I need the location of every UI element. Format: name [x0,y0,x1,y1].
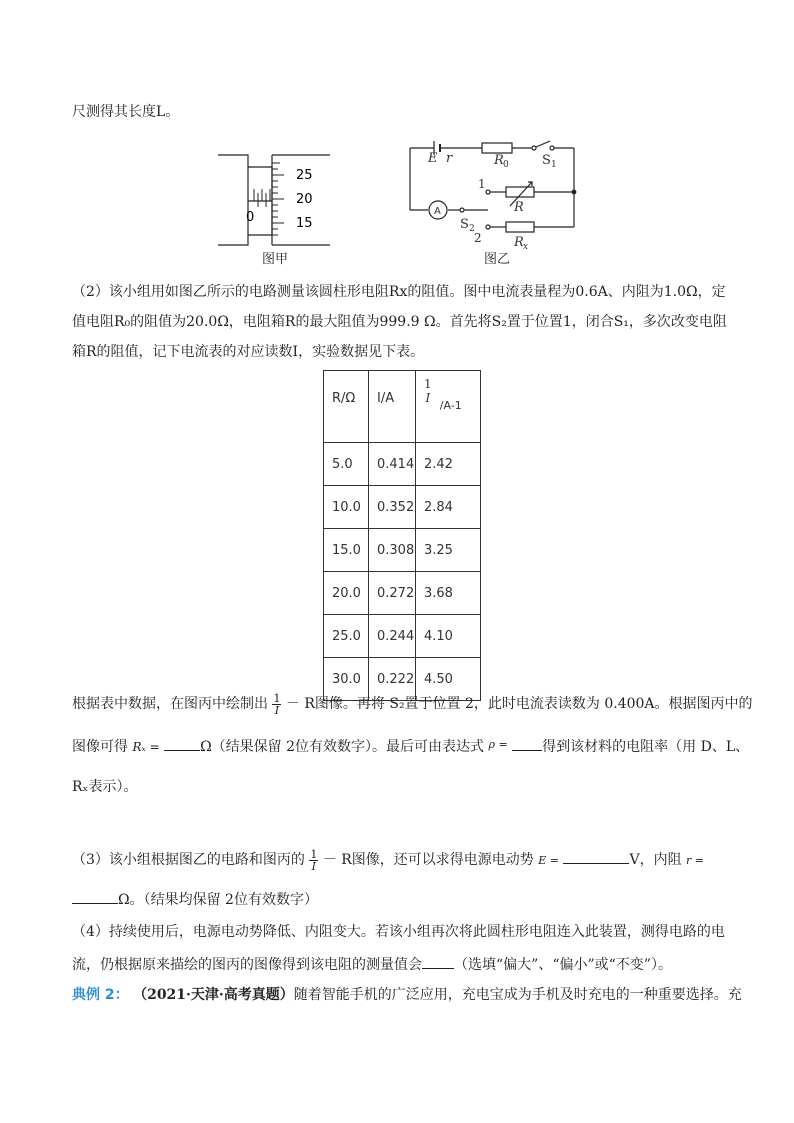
header-unit: /A-1 [439,398,462,412]
label-R0: R [494,153,504,168]
cell: 2.42 [416,443,481,486]
main-scale-zero: 0 [246,210,255,225]
rx-answer-blank[interactable] [164,737,200,751]
caption-figure-b: 图乙 [484,252,511,267]
text-segment: － R图像，还可以求得电源电动势 [322,852,534,868]
part3-line2 [72,890,318,909]
cell: 0.352 [369,486,416,529]
after-table-line1 [72,690,753,718]
fraction-denominator: I [311,859,317,873]
scale-label-15: 15 [296,216,313,231]
internal-resistance-symbol: r = [686,854,705,867]
label-Rx: R [514,235,524,250]
rx-symbol: Rₓ = [132,740,160,754]
table-row [324,615,481,658]
cell: 0.244 [369,615,416,658]
example-source: （2021·天津·高考真题） [133,987,294,1003]
label-E: E [428,151,438,166]
fraction-denominator: I [274,703,280,717]
text-segment: V，内阻 [629,852,682,868]
part4-line1: （4）持续使用后，电源电动势降低、内阻变大。若该小组再次将此圆柱形电阻连入此装置，测得电路的电 [72,924,725,940]
caption-figure-a: 图甲 [262,252,289,267]
label-S1: S [542,153,551,168]
intro-line: 尺测得其长度L。 [72,104,180,120]
text-segment: 得到该材料的电阻率（用 D、L、 [542,739,750,755]
table-header-row [324,371,481,443]
internal-resistance-answer-blank[interactable] [72,890,118,904]
header-inverse-I [416,371,481,443]
part2-line1: （2）该小组用如图乙所示的电路测量该圆柱形电阻Rx的阻值。图中电流表量程为0.6A、内阻为1.0Ω，定 [72,284,726,300]
emf-symbol: E = [538,854,560,867]
measurement-answer-blank[interactable] [422,955,454,969]
emf-answer-blank[interactable] [563,850,629,864]
cell: 30.0 [324,658,369,701]
cell: 0.414 [369,443,416,486]
scale-label-25: 25 [296,168,313,183]
label-pos2: 2 [474,231,482,245]
cell: 5.0 [324,443,369,486]
cell: 15.0 [324,529,369,572]
fraction-numerator: 1 [273,691,281,705]
example-label: 典例 2： [72,987,129,1003]
scale-label-20: 20 [296,192,313,207]
table-row [324,529,481,572]
label-S2: S [460,217,469,232]
fraction-numerator: 1 [310,847,318,861]
label-S1-sub: 1 [551,160,557,170]
label-S2-sub: 2 [469,224,475,234]
cell: 3.68 [416,572,481,615]
data-table [323,370,481,701]
text-segment: Ω。（结果均保留 2位有效数字） [118,892,318,908]
cell: 0.272 [369,572,416,615]
example-text: 随着智能手机的广泛应用，充电宝成为手机及时充电的一种重要选择。充 [293,987,742,1003]
cell: 0.222 [369,658,416,701]
header-I: I/A [369,371,416,443]
label-pos1: 1 [478,177,486,191]
label-R: R [514,200,524,215]
cell: 2.84 [416,486,481,529]
label-Rx-sub: x [523,242,529,252]
label-R0-sub: 0 [503,160,509,170]
figure-circuit [400,132,590,252]
text-segment: 流，仍根据原来描绘的图丙的图像得到该电阻的测量值会 [72,957,422,973]
ammeter-symbol: A [434,206,441,217]
header-frac-den: I [425,391,431,405]
after-table-line2 [72,736,749,756]
cell: 3.25 [416,529,481,572]
rho-symbol: ρ = [488,738,508,751]
table-row [324,443,481,486]
text-segment: （3）该小组根据图乙的电路和图丙的 [72,852,305,868]
part4-line2 [72,955,672,974]
header-frac-num: 1 [424,377,432,391]
header-R: R/Ω [324,371,369,443]
part2-line2: 值电阻R₀的阻值为20.0Ω，电阻箱R的最大阻值为999.9 Ω。首先将S₂置于位置1，闭合S₁，多次改变电阻 [72,314,727,330]
fraction-inverse-I [309,849,318,872]
table-row [324,572,481,615]
label-r: r [446,151,453,166]
part3-line1 [72,846,704,874]
cell: 10.0 [324,486,369,529]
text-segment: 根据表中数据，在图丙中绘制出 [72,696,268,712]
cell: 4.10 [416,615,481,658]
cell: 25.0 [324,615,369,658]
text-segment: （选填“偏大”、“偏小”或“不变”）。 [454,957,672,973]
rho-answer-blank[interactable] [512,737,542,751]
text-segment: － R图像。再将 S₂置于位置 2，此时电流表读数为 0.400A。根据图丙中的 [285,696,753,712]
part2-line3: 箱R的阻值，记下电流表的对应读数I，实验数据见下表。 [72,344,425,360]
table-row [324,486,481,529]
cell: 0.308 [369,529,416,572]
cell: 20.0 [324,572,369,615]
example2-line [72,986,742,1004]
fraction-inverse-I [272,693,281,716]
cell: 4.50 [416,658,481,701]
text-segment: 图像可得 [72,739,128,755]
text-segment: Ω（结果保留 2位有效数字）。最后可由表达式 [200,739,485,755]
after-table-line3: Rₓ表示）。 [72,779,138,795]
